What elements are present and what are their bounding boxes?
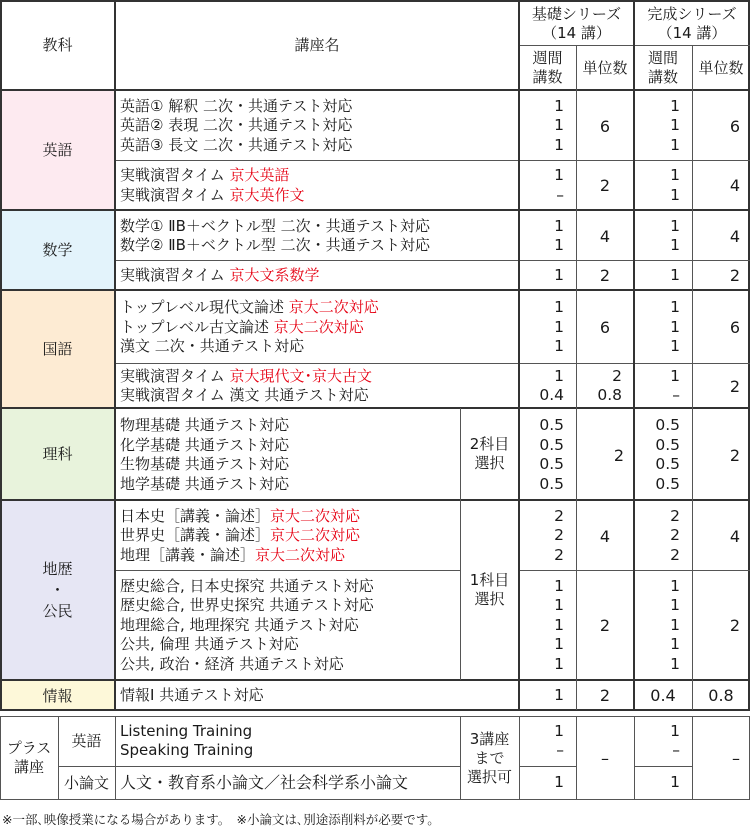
plus-essay-label: 小論文 [63,773,109,792]
social-g1-complete-weekly: 2 2 2 [670,506,680,564]
course-item: 歴史総合, 日本史探究 共通テスト対応 [120,576,374,595]
course-item: 日本史［講義・論述］京大二次対応 [120,506,361,525]
table-border [0,0,2,711]
english-group-1 [115,92,460,160]
course-item: 英語③ 長文 二次・共通テスト対応 [120,135,353,154]
plus-table [0,716,750,800]
complete-series-count: （14 講） [657,23,727,42]
plus-label: プラス 講座 [6,739,52,776]
math-group-1 [115,212,460,260]
science-basic-units: 2 [613,445,624,465]
course-item: 世界史［講義・論述］京大二次対応 [120,526,361,545]
header-subject: 教科 [42,35,73,54]
math-g1-basic-weekly: 1 1 [554,216,564,254]
social-g2-basic-units: 2 [599,616,611,635]
grid-line [114,0,116,711]
course-item: 地学基礎 共通テスト対応 [120,474,290,493]
japanese-group-1 [115,292,460,363]
course-item: 地理［講義・論述］京大二次対応 [120,545,346,564]
grid-line [518,0,520,711]
grid-line [460,716,461,800]
header-complete-weekly: 週間 講数 [647,49,678,86]
math-g1-basic-units: 4 [599,226,611,246]
math-g1-complete-units: 4 [729,226,740,246]
course-item: 物理基礎 共通テスト対応 [120,416,290,434]
grid-line [0,407,750,409]
grid-line [692,716,693,800]
course-item: 数学② ⅡB＋ベクトル型 二次・共通テスト対応 [120,236,431,254]
social-selection: 1科目 選択 [469,571,510,608]
course-item: 英語① 解釈 二次・共通テスト対応 [120,96,353,115]
course-item: 地理総合, 地理探究 共通テスト対応 [120,615,359,634]
grid-line [576,45,577,710]
course-item: 漢文 二次・共通テスト対応 [120,337,305,356]
japanese-g1-basic-weekly: 1 1 1 [554,298,564,356]
social-g1-complete-units: 4 [729,526,740,546]
grid-line [0,209,750,211]
course-item: 生物基礎 共通テスト対応 [120,455,290,473]
course-item: 情報Ⅰ 共通テスト対応 [120,685,264,704]
plus-english-basic-weekly: 1 – [554,721,564,759]
subject-social: 地歴 ・ 公民 [42,559,73,620]
science-selection: 2科目 選択 [469,435,510,472]
subject-math: 数学 [42,241,73,259]
grid-line [115,160,750,161]
course-item: 英語② 表現 二次・共通テスト対応 [120,116,353,135]
course-item: 歴史総合, 世界史探究 共通テスト対応 [120,596,374,615]
grid-line [0,89,750,91]
header-complete-series [634,2,750,45]
english-g2-complete-weekly: 1 1 [670,166,680,204]
japanese-g2-basic-weekly: 1 0.4 [539,366,564,404]
english-g2-complete-units: 4 [729,176,740,195]
science-basic-weekly: 0.5 0.5 0.5 0.5 [539,416,564,493]
english-group-2 [115,161,460,210]
subject-info: 情報 [42,686,73,705]
table-border [0,0,750,2]
course-item: 数学① ⅡB＋ベクトル型 二次・共通テスト対応 [120,216,431,235]
grid-line [0,716,750,717]
science-complete-weekly: 0.5 0.5 0.5 0.5 [655,416,680,493]
basic-series-count: （14 講） [542,23,611,42]
info-basic-weekly: 1 [554,685,564,704]
english-g1-basic-weekly: 1 1 1 [554,96,564,154]
course-item: 化学基礎 共通テスト対応 [120,435,290,454]
plus-basic-units: – [601,748,609,768]
course-item: 実戦演習タイム 京大英語 [120,166,290,184]
math-g2-complete-weekly: 1 [670,265,680,284]
grid-line [58,716,59,800]
complete-series-name: 完成シリーズ [647,4,737,23]
plus-selection: 3講座 まで 選択可 [466,729,512,786]
header-basic-units: 単位数 [582,58,628,77]
info-complete-units: 0.8 [708,686,734,705]
plus-essay-complete-weekly: 1 [670,773,680,792]
footnote: ※一部､映像授業になる場合があります。 ※小論文は､別途添削料が必要です。 [2,812,440,827]
english-g1-complete-units: 6 [729,116,740,136]
science-complete-units: 2 [729,445,740,465]
header-course-name: 講座名 [294,35,340,54]
social-group-2 [115,571,460,680]
header-basic-series [519,2,634,45]
math-group-2 [115,261,460,290]
social-g1-basic-units: 4 [599,526,611,546]
japanese-group-2 [115,364,460,408]
social-g2-complete-units: 2 [729,616,740,635]
science-courses [115,410,460,500]
grid-line [115,716,116,800]
grid-line [0,499,750,501]
course-item: Speaking Training [120,741,254,759]
japanese-g2-complete-units: 2 [729,376,740,396]
math-g1-complete-weekly: 1 1 [670,216,680,254]
japanese-g2-complete-weekly: 1 – [670,366,680,404]
course-item: 実戦演習タイム 漢文 共通テスト対応 [120,386,369,404]
header-complete-units: 単位数 [698,58,744,77]
course-item: 公共, 倫理 共通テスト対応 [120,635,299,654]
course-item: トップレベル古文論述 京大二次対応 [120,317,364,336]
grid-line [634,716,635,800]
course-item: 実戦演習タイム 京大文系数学 [120,265,320,284]
info-course [115,681,460,710]
plus-english-complete-weekly: 1 – [670,721,680,759]
social-g1-basic-weekly: 2 2 2 [554,506,564,564]
subject-english: 英語 [42,141,73,159]
grid-line [0,799,750,800]
info-complete-weekly: 0.4 [650,686,676,705]
grid-line [0,716,1,800]
social-g2-complete-weekly: 1 1 1 1 1 [670,576,680,673]
plus-english-courses [115,716,460,766]
math-g2-complete-units: 2 [729,266,740,285]
grid-line [0,679,750,681]
social-group-1 [115,502,460,570]
japanese-g1-complete-weekly: 1 1 1 [670,298,680,356]
english-g1-complete-weekly: 1 1 1 [670,96,680,154]
course-item: 実戦演習タイム 京大英作文 [120,185,305,204]
plus-complete-units: – [732,748,740,768]
japanese-g1-complete-units: 6 [729,318,740,337]
english-g2-basic-units: 2 [599,176,611,195]
info-basic-units: 2 [599,686,611,705]
grid-line [115,363,750,364]
social-g2-basic-weekly: 1 1 1 1 1 [554,576,564,673]
japanese-g1-basic-units: 6 [599,318,611,337]
plus-essay-course [115,766,460,800]
course-item: 実戦演習タイム 京大現代文･京大古文 [120,366,372,385]
grid-line [634,766,692,767]
english-g1-basic-units: 6 [599,116,611,136]
grid-line [115,260,750,261]
table-border [0,709,750,711]
course-item: Listening Training [120,721,253,740]
grid-line [692,45,693,710]
japanese-g2-basic-units: 2 0.8 [597,366,622,404]
subject-science: 理科 [42,445,73,463]
grid-line [115,570,460,571]
math-g2-basic-weekly: 1 [554,265,564,284]
course-item: 公共, 政治・経済 共通テスト対応 [120,654,344,673]
grid-line [519,766,576,767]
grid-line [519,716,520,800]
grid-line [0,289,750,291]
english-g2-basic-weekly: 1 – [554,166,564,204]
grid-line [633,0,635,711]
grid-line [58,766,460,767]
grid-line [576,716,577,800]
course-item: 人文・教育系小論文／社会科学系小論文 [120,773,409,793]
course-item: トップレベル現代文論述 京大二次対応 [120,298,379,317]
basic-series-name: 基礎シリーズ [531,4,622,23]
math-g2-basic-units: 2 [599,266,611,285]
header-basic-weekly: 週間 講数 [532,49,563,86]
grid-line [460,408,461,680]
subject-japanese: 国語 [42,340,73,358]
plus-essay-basic-weekly: 1 [554,773,564,792]
plus-english-label: 英語 [71,731,102,750]
